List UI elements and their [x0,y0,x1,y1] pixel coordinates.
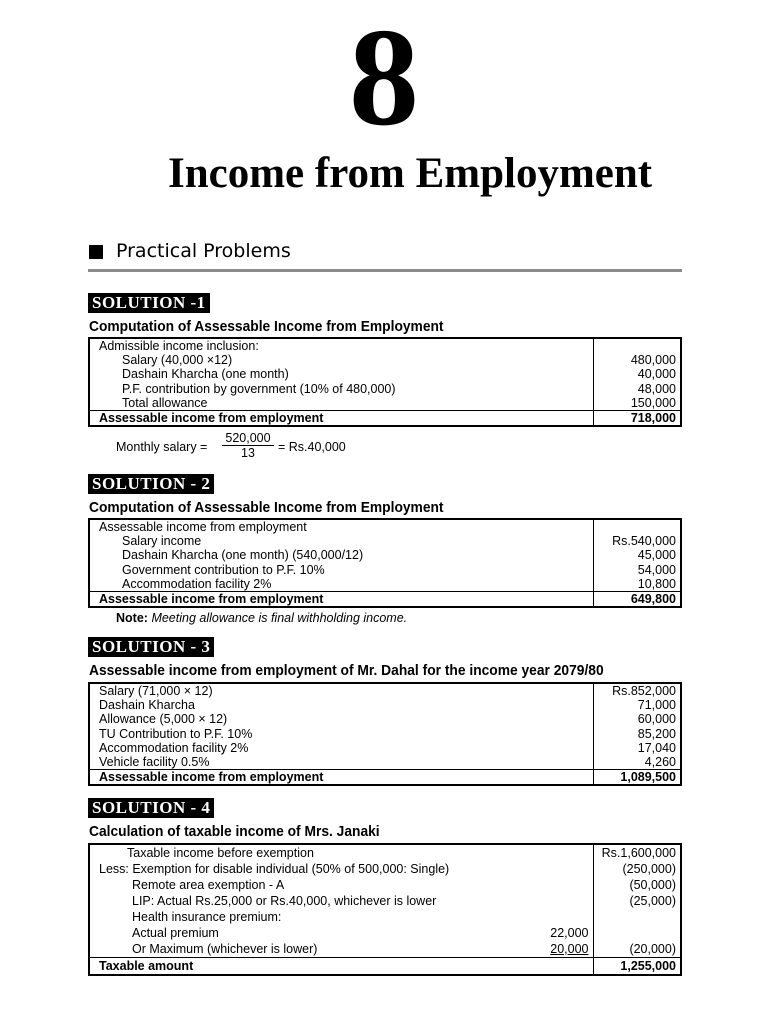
table-row [89,893,681,909]
section-title: Practical Problems [116,240,291,262]
solution-2-label: SOLUTION - 2 [88,474,214,494]
row-label: Salary (71,000 × 12) [99,684,213,698]
table-row [89,925,681,941]
row-amount: (250,000) [593,861,681,877]
formula-fraction [222,431,274,460]
row-amount: 48,000 [593,382,681,396]
row-amount [593,909,681,925]
formula-label: Monthly salary = [116,440,208,454]
row-label: Assessable income from employment [99,520,307,534]
row-mid-amount [513,861,593,877]
row-label: Accommodation facility 2% [122,576,272,591]
section-header [88,238,682,272]
row-label: Or Maximum (whichever is lower) [132,942,318,956]
row-amount: (25,000) [593,893,681,909]
table-row [89,563,681,577]
row-amount: 45,000 [593,548,681,562]
row-mid-amount: 22,000 [550,926,589,940]
row-label: Less: Exemption for disable individual (50% of 500,000: Single) [99,862,450,876]
row-label: TU Contribution to P.F. 10% [99,726,253,741]
row-amount: 40,000 [593,367,681,381]
row-label: P.F. contribution by government (10% of 480,000) [122,381,396,396]
chapter-number: 8 [349,0,419,155]
total-amount: 718,000 [593,411,681,427]
row-mid-amount [513,958,593,976]
table-row [89,741,681,755]
solution-1-table [88,337,682,427]
total-row [89,411,681,427]
note-text: Meeting allowance is final withholding income. [151,611,408,625]
row-label: Dashain Kharcha (one month) [122,367,289,382]
total-row [89,592,681,608]
total-row [89,770,681,786]
row-label: Government contribution to P.F. 10% [122,562,325,577]
total-amount: 649,800 [593,592,681,608]
solution-3-label: SOLUTION - 3 [88,637,214,657]
row-mid-amount: 20,000 [550,942,589,956]
row-label: Health insurance premium: [132,910,282,924]
row-label: Salary income [122,534,202,549]
row-mid-amount [513,893,593,909]
total-amount: 1,089,500 [593,770,681,786]
table-row [89,844,681,861]
solution-3-table [88,682,682,786]
solution-4-label: SOLUTION - 4 [88,798,214,818]
table-row [89,877,681,893]
formula-denominator: 13 [241,446,255,460]
note [116,611,407,625]
total-amount: 1,255,000 [593,958,681,976]
row-amount: 60,000 [593,712,681,726]
row-amount: Rs.540,000 [593,534,681,548]
row-label: Accommodation facility 2% [99,740,249,755]
table-row [89,338,681,353]
chapter-title: Income from Employment [168,150,653,197]
row-amount: 4,260 [593,755,681,770]
row-amount: (20,000) [593,941,681,958]
solution-2-table [88,518,682,608]
table-row [89,519,681,534]
row-label: LIP: Actual Rs.25,000 or Rs.40,000, whichever is lower [132,894,437,908]
row-label: Total allowance [122,395,208,410]
row-label: Salary (40,000 ×12) [122,353,233,368]
row-amount [593,925,681,941]
table-row [89,861,681,877]
row-amount: 17,040 [593,741,681,755]
solution-4-heading: Calculation of taxable income of Mrs. Janaki [89,823,380,840]
table-row [89,712,681,726]
total-label: Assessable income from employment [89,770,593,786]
row-label: Admissible income inclusion: [99,339,259,353]
row-label: Dashain Kharcha [99,698,195,713]
table-row [89,367,681,381]
table-row [89,755,681,770]
table-row [89,727,681,741]
row-amount: Rs.1,600,000 [593,844,681,861]
table-row [89,698,681,712]
row-amount [593,338,681,353]
total-label: Assessable income from employment [89,592,593,608]
row-label: Dashain Kharcha (one month) (540,000/12) [122,548,364,563]
solution-4-table [88,843,682,976]
solution-3-heading: Assessable income from employment of Mr. Dahal for the income year 2079/80 [89,662,604,679]
table-row [89,577,681,592]
row-label: Allowance (5,000 × 12) [99,712,228,727]
formula-result: = Rs.40,000 [278,440,346,454]
row-amount: 10,800 [593,577,681,592]
row-amount: 480,000 [593,353,681,367]
solution-1-label: SOLUTION -1 [88,293,210,313]
table-row [89,683,681,698]
formula-numerator: 520,000 [222,431,274,446]
table-row [89,941,681,958]
row-label: Vehicle facility 0.5% [99,755,210,770]
total-label: Taxable amount [89,958,513,976]
row-mid-amount [513,877,593,893]
row-label: Actual premium [132,926,219,940]
square-bullet-icon [89,245,103,259]
total-row [89,958,681,976]
row-mid-amount [513,909,593,925]
solution-2-heading: Computation of Assessable Income from Employment [89,499,444,516]
table-row [89,353,681,367]
row-mid-amount [513,844,593,861]
row-amount: Rs.852,000 [593,683,681,698]
total-label: Assessable income from employment [89,411,593,427]
row-amount [593,519,681,534]
row-amount: (50,000) [593,877,681,893]
table-row [89,396,681,411]
row-amount: 85,200 [593,727,681,741]
table-row [89,909,681,925]
row-amount: 150,000 [593,396,681,411]
solution-1-heading: Computation of Assessable Income from Employment [89,318,444,335]
table-row [89,548,681,562]
note-label: Note: [116,611,148,625]
row-label: Taxable income before exemption [127,846,314,860]
row-amount: 71,000 [593,698,681,712]
row-label: Remote area exemption - A [132,878,285,892]
table-row [89,382,681,396]
table-row [89,534,681,548]
row-amount: 54,000 [593,563,681,577]
